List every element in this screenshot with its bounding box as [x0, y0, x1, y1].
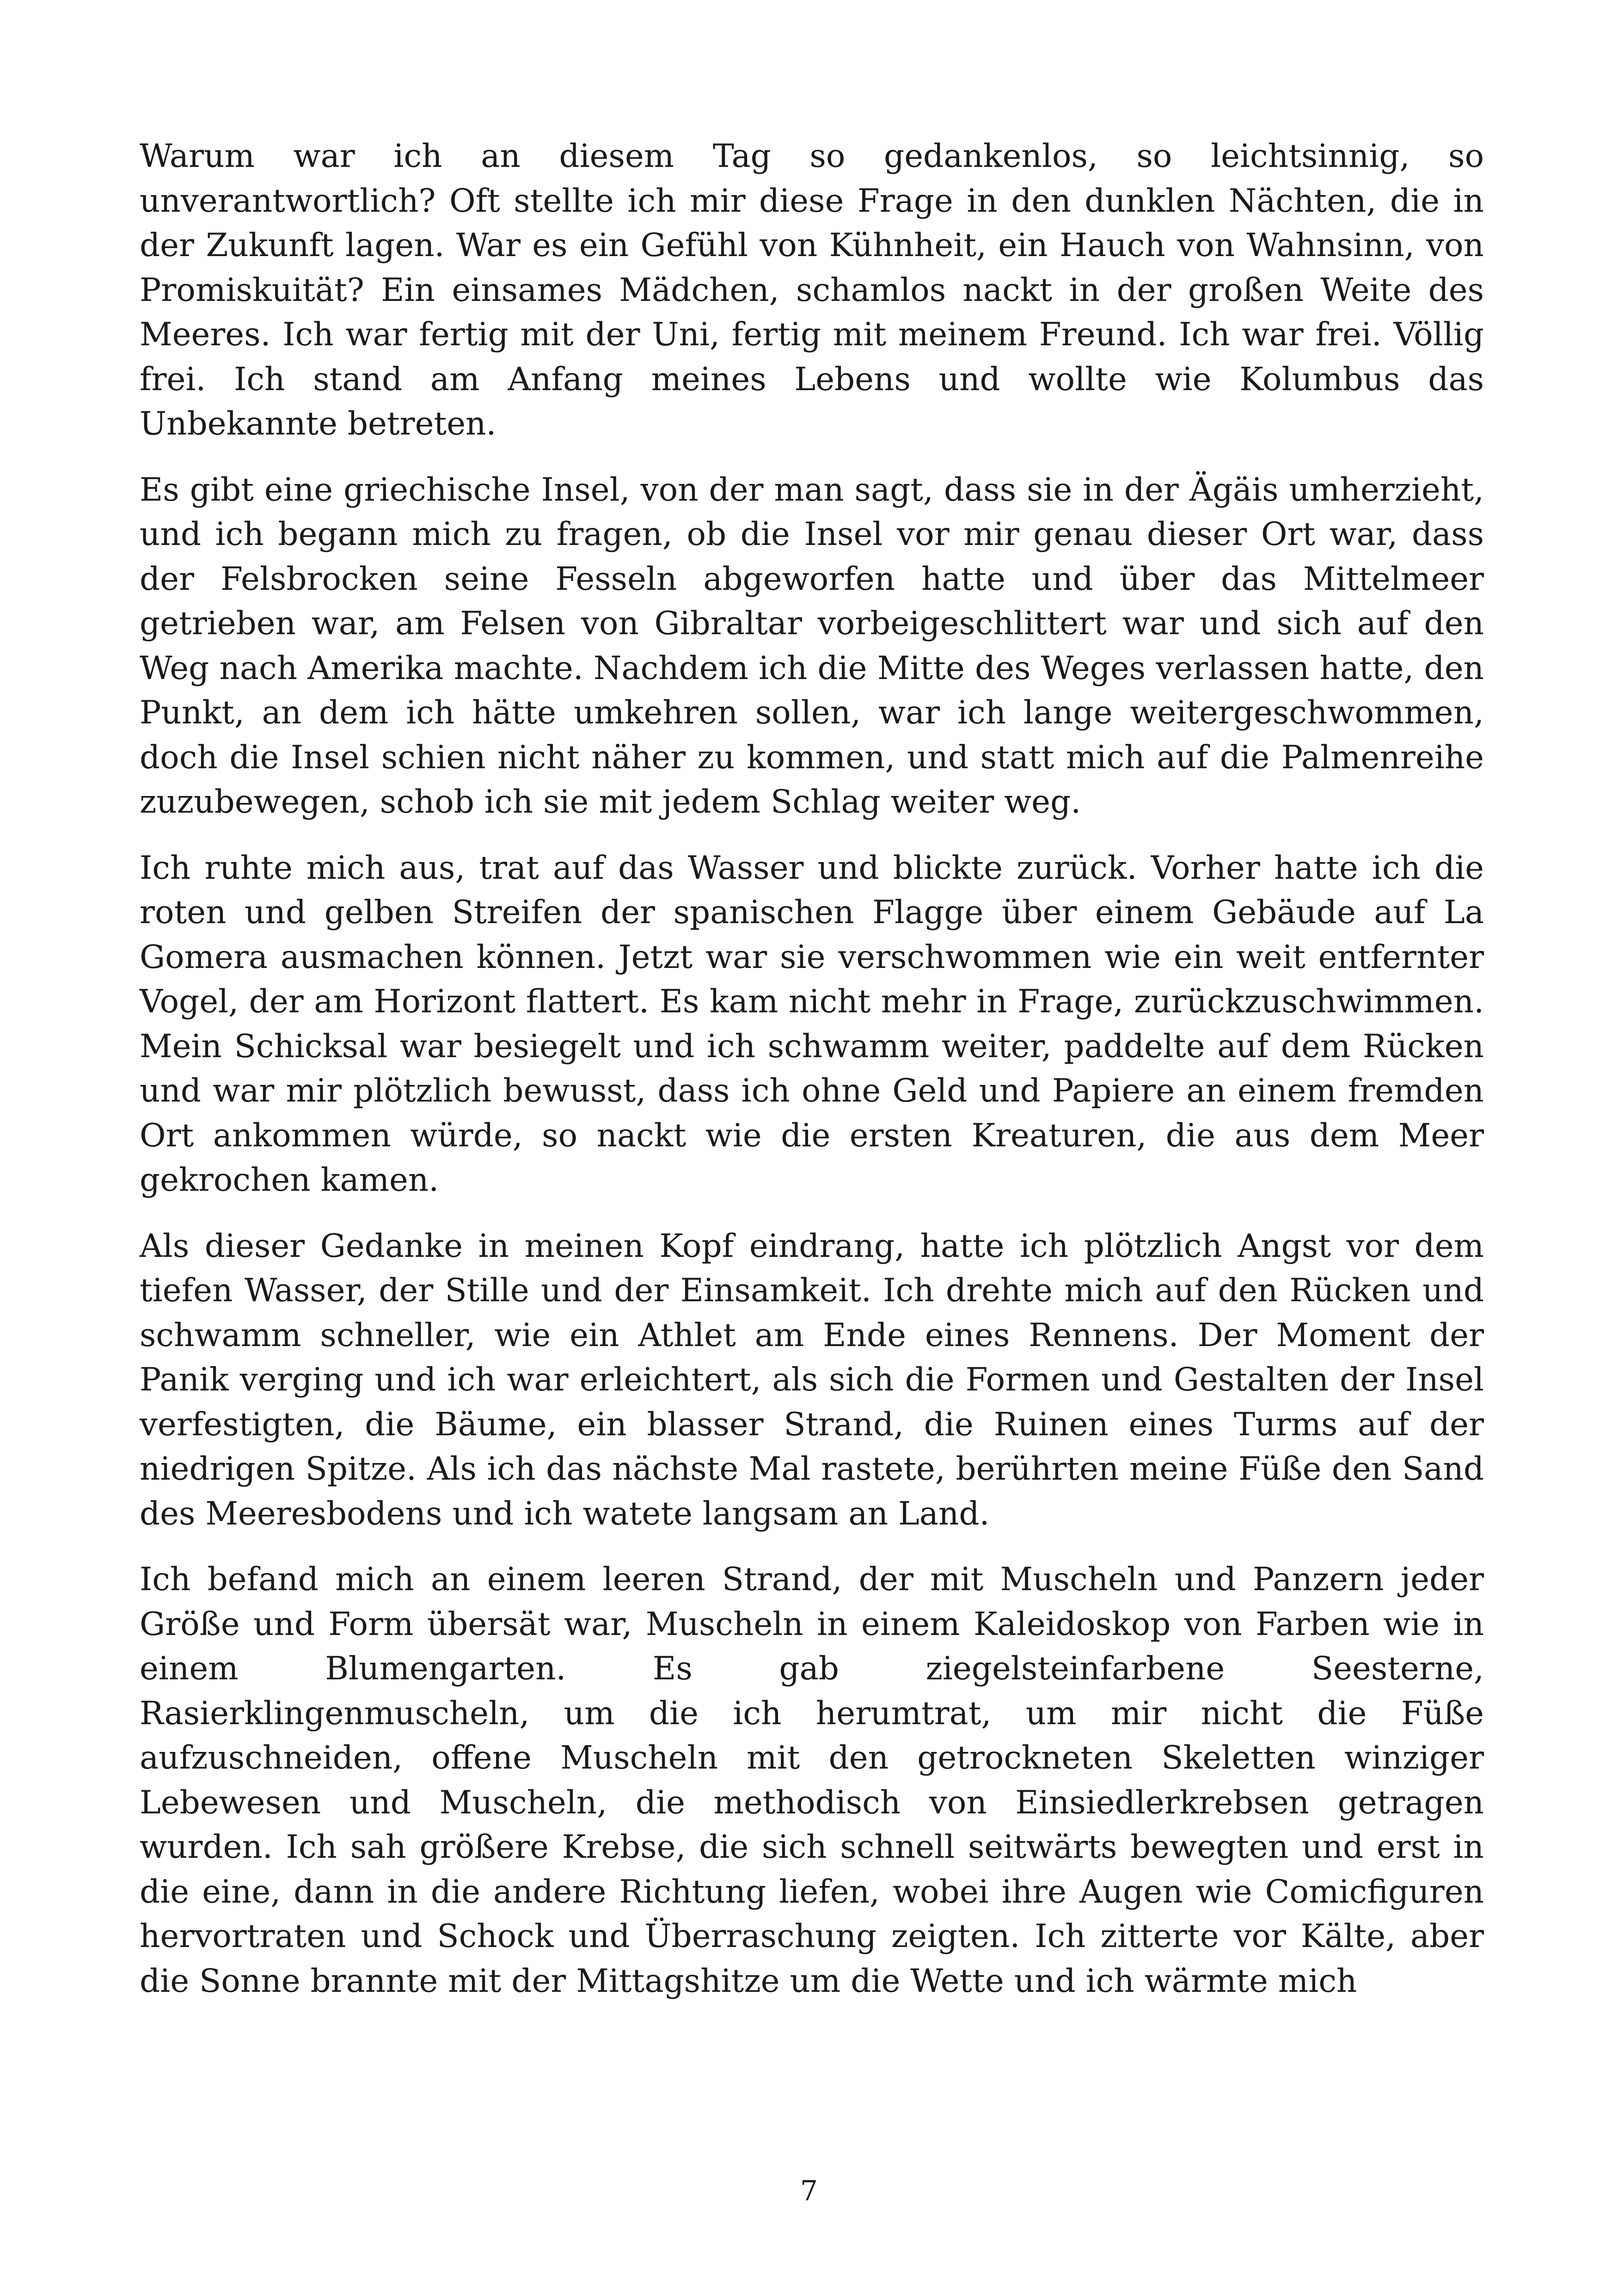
paragraph-2: Es gibt eine griechische Insel, von der man sagt, dass sie in der Ägäis umherzieht, und ich begann mich zu fragen, ob die Insel vor mir genau dieser Ort war, dass der Felsbrocken seine Fesseln abgeworfen hatte und über das Mittelmeer getrieben war, am Felsen von Gibraltar vorbeigeschlittert war und sich auf den Weg nach Amerika machte. Nachdem ich die Mitte des Weges verlassen hatte, den Punkt, an dem ich hätte umkehren sollen, war ich lange weitergeschwommen, doch die Insel schien nicht näher zu kommen, und statt mich auf die Palmenreihe zuzubewegen, schob ich sie mit jedem Schlag weiter weg. [140, 471, 1484, 820]
page-number: 7 [800, 2175, 818, 2207]
body-text [140, 134, 1484, 2003]
paragraph-1: Warum war ich an diesem Tag so gedankenlos, so leichtsinnig, so unverantwortlich? Oft stellte ich mir diese Frage in den dunklen Nächten, die in der Zukunft lagen. War es ein Gefühl von Kühnheit, ein Hauch von Wahnsinn, von Promiskuität? Ein einsames Mädchen, schamlos nackt in der großen Weite des Meeres. Ich war fertig mit der Uni, fertig mit meinem Freund. Ich war frei. Völlig frei. Ich stand am Anfang meines Lebens und wollte wie Kolumbus das Unbekannte betreten. [140, 138, 1484, 442]
paragraph-3: Ich ruhte mich aus, trat auf das Wasser und blickte zurück. Vorher hatte ich die roten und gelben Streifen der spanischen Flagge über einem Gebäude auf La Gomera ausmachen können. Jetzt war sie verschwommen wie ein weit entfernter Vogel, der am Horizont flattert. Es kam nicht mehr in Frage, zurückzuschwimmen. Mein Schicksal war besiegelt und ich schwamm weiter, paddelte auf dem Rücken und war mir plötzlich bewusst, dass ich ohne Geld und Papiere an einem fremden Ort ankommen würde, so nackt wie die ersten Kreaturen, die aus dem Meer gekrochen kamen. [140, 849, 1484, 1199]
paragraph-5: Ich befand mich an einem leeren Strand, der mit Muscheln und Panzern jeder Größe und Form übersät war, Muscheln in einem Kaleidoskop von Farben wie in einem Blumengarten. Es gab ziegelsteinfarbene Seesterne, Rasierklingenmuscheln, um die ich herumtrat, um mir nicht die Füße aufzuschneiden, offene Muscheln mit den getrockneten Skeletten winziger Lebewesen und Muscheln, die methodisch von Einsiedlerkrebsen getragen wurden. Ich sah größere Krebse, die sich schnell seitwärts bewegten und erst in die eine, dann in die andere Richtung liefen, wobei ihre Augen wie Comicfiguren hervortraten und Schock und Überraschung zeigten. Ich zitterte vor Kälte, aber die Sonne brannte mit der Mittagshitze um die Wette und ich wärmte mich [140, 1561, 1484, 2000]
paragraph-4: Als dieser Gedanke in meinen Kopf eindrang, hatte ich plötzlich Angst vor dem tiefen Wasser, der Stille und der Einsamkeit. Ich drehte mich auf den Rücken und schwamm schneller, wie ein Athlet am Ende eines Rennens. Der Moment der Panik verging und ich war erleichtert, als sich die Formen und Gestalten der Insel verfestigten, die Bäume, ein blasser Strand, die Ruinen eines Turms auf der niedrigen Spitze. Als ich das nächste Mal rastete, berührten meine Füße den Sand des Meeresbodens und ich watete langsam an Land. [140, 1227, 1484, 1532]
